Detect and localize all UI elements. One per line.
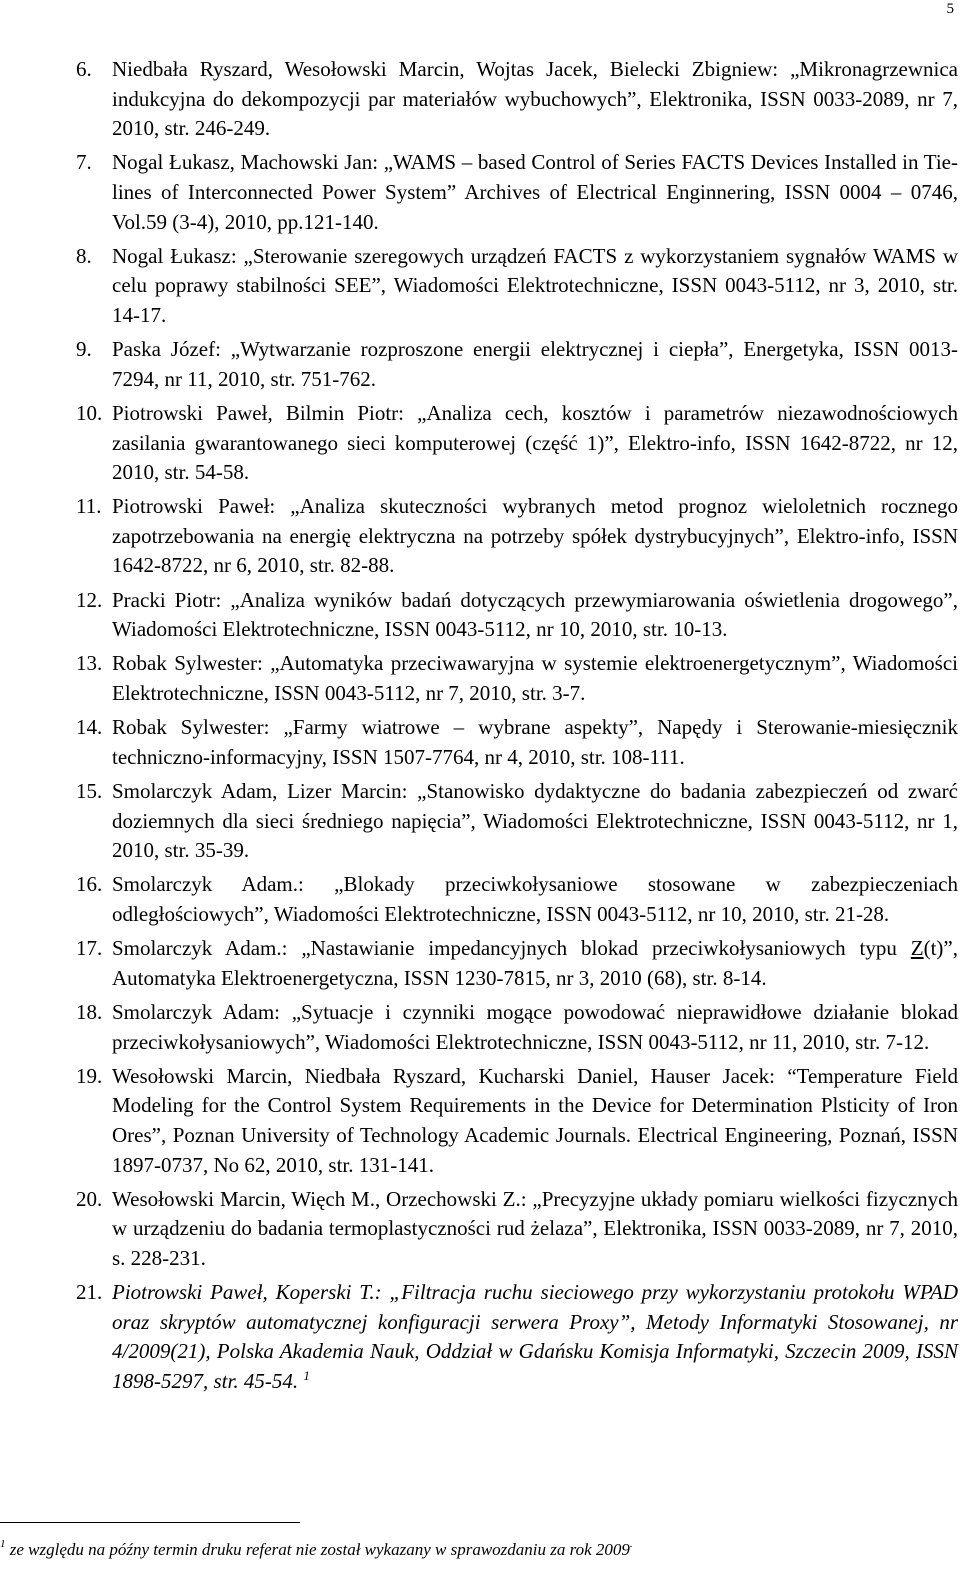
- reference-text: Paska Józef: „Wytwarzanie rozproszone energii elektrycznej i ciepła”, Energetyka, ISSN 0013-7294, nr 11, 2010, str. 751-762.: [112, 337, 958, 391]
- reference-number: 8.: [76, 243, 92, 268]
- reference-item: [76, 649, 958, 708]
- reference-item: [76, 998, 958, 1057]
- reference-item: [76, 1185, 958, 1274]
- reference-item: [76, 55, 958, 144]
- footnote-mark: 1: [303, 1367, 310, 1383]
- reference-text: Smolarczyk Adam: „Sytuacje i czynniki mogące powodować nieprawidłowe działanie blokad przeciwkołysaniowych”, Wiadomości Elektrotechniczne, ISSN 0043-5112, nr 11, 2010, str. 7-12.: [112, 999, 958, 1054]
- reference-text: Robak Sylwester: „Automatyka przeciwawaryjna w systemie elektroenergetycznym”, Wiadomości Elektrotechniczne, ISSN 0043-5112, nr 7, 2010, str. 3-7.: [112, 651, 958, 706]
- reference-item: [76, 713, 958, 772]
- reference-text-after: (t)”, Automatyka Elektroenergetyczna, ISSN 1230-7815, nr 3, 2010 (68), str. 8-14.: [112, 936, 958, 990]
- reference-item: [76, 492, 958, 581]
- reference-number: 7.: [76, 150, 92, 175]
- reference-number: 17.: [76, 936, 103, 961]
- reference-item: [76, 148, 958, 237]
- footnote-mark: 1: [0, 1538, 6, 1550]
- reference-item: [76, 870, 958, 929]
- reference-text: Piotrowski Paweł, Koperski T.: „Filtracja ruchu sieciowego przy wykorzystaniu protokołu WPAD oraz skryptów automatycznej konfiguracji serwera Proxy”, Metody Informatyki Stosowanej, nr 4/2009(21), Polska Akademia Nauk, Oddział w Gdańsku Komisja Informatyki, Szczecin 2009, ISSN 1898-5297, str. 45-54.: [112, 1280, 958, 1393]
- reference-item: [76, 399, 958, 488]
- reference-text: Piotrowski Paweł, Bilmin Piotr: „Analiza cech, kosztów i parametrów niezawodnościowych zasilania gwarantowanego sieci komputerowej (część 1)”, Elektro-info, ISSN 1642-8722, nr 12, 2010, str. 54-58.: [112, 400, 958, 485]
- reference-item: [76, 934, 958, 993]
- reference-item: [76, 777, 958, 866]
- reference-item: [76, 586, 958, 645]
- footnote-rule: [0, 1522, 300, 1523]
- reference-number: 10.: [76, 400, 103, 425]
- reference-number: 14.: [76, 715, 103, 740]
- reference-number: 12.: [76, 587, 103, 612]
- reference-text: Wesołowski Marcin, Więch M., Orzechowski Z.: „Precyzyjne układy pomiaru wielkości fizycznych w urządzeniu do badania termoplastyczności rud żelaza”, Elektronika, ISSN 0033-2089, nr 7, 2010, s. 228-231.: [112, 1186, 958, 1270]
- reference-number: 21.: [76, 1280, 103, 1305]
- reference-number: 13.: [76, 651, 103, 676]
- reference-text: Smolarczyk Adam, Lizer Marcin: „Stanowisko dydaktyczne do badania zabezpieczeń od zwarć doziemnych dla sieci średniego napięcia”, Wiadomości Elektrotechniczne, ISSN 0043-5112, nr 1, 2010, str. 35-39.: [112, 779, 958, 863]
- reference-text-underlined: Z: [910, 936, 924, 961]
- footnote-text: ze względu na późny termin druku referat nie został wykazany w sprawozdaniu za rok 2009: [9, 1540, 630, 1559]
- reference-text-before: Smolarczyk Adam.: „Nastawianie impedancyjnych blokad przeciwkołysaniowych typu: [112, 936, 911, 961]
- reference-text: Robak Sylwester: „Farmy wiatrowe – wybrane aspekty”, Napędy i Sterowanie-miesięcznik techniczno-informacyjny, ISSN 1507-7764, nr 4, 2010, str. 108-111.: [112, 715, 958, 769]
- reference-item: [76, 1278, 958, 1396]
- reference-text: Nogal Łukasz, Machowski Jan: „WAMS – based Control of Series FACTS Devices Installed in Tie-lines of Interconnected Power System” Archives of Electrical Enginnering, ISSN 0004 – 0746, Vol.59 (3-4), 2010, pp.121-140.: [112, 150, 958, 234]
- reference-number: 9.: [76, 337, 92, 362]
- reference-text: Smolarczyk Adam.: „Blokady przeciwkołysaniowe stosowane w zabezpieczeniach odległościowych”, Wiadomości Elektrotechniczne, ISSN 0043-5112, nr 10, 2010, str. 21-28.: [112, 872, 958, 926]
- page-number: 5: [946, 1, 954, 17]
- reference-number: 15.: [76, 779, 103, 803]
- reference-text: Piotrowski Paweł: „Analiza skuteczności wybranych metod prognoz wieloletnich rocznego zapotrzebowania na energię elektryczna na potrzeby spółek dystrybucyjnych”, Elektro-info, ISSN 1642-8722, nr 6, 2010, str. 82-88.: [112, 494, 958, 578]
- footnote: [0, 1540, 940, 1560]
- reference-number: 11.: [76, 494, 102, 519]
- reference-number: 16.: [76, 872, 103, 897]
- reference-item: [76, 335, 958, 394]
- footnote-trailing-dot: .: [629, 1538, 633, 1550]
- reference-text: Niedbała Ryszard, Wesołowski Marcin, Wojtas Jacek, Bielecki Zbigniew: „Mikronagrzewnica indukcyjna do dekompozycji par materiałów wybuchowych”, Elektronika, ISSN 0033-2089, nr 7, 2010, str. 246-249.: [112, 57, 958, 141]
- reference-list: [76, 55, 958, 1401]
- reference-text: Nogal Łukasz: „Sterowanie szeregowych urządzeń FACTS z wykorzystaniem sygnałów WAMS w celu poprawy stabilności SEE”, Wiadomości Elektrotechniczne, ISSN 0043-5112, nr 3, 2010, str. 14-17.: [112, 243, 958, 327]
- reference-text: Pracki Piotr: „Analiza wyników badań dotyczących przewymiarowania oświetlenia drogowego”, Wiadomości Elektrotechniczne, ISSN 0043-5112, nr 10, 2010, str. 10-13.: [112, 587, 958, 642]
- reference-item: [76, 1062, 958, 1180]
- reference-number: 6.: [76, 57, 92, 81]
- reference-number: 20.: [76, 1186, 103, 1211]
- reference-number: 19.: [76, 1063, 103, 1088]
- reference-item: [76, 242, 958, 331]
- reference-text: Wesołowski Marcin, Niedbała Ryszard, Kucharski Daniel, Hauser Jacek: “Temperature Field Modeling for the Control System Requirements in the Device for Determination Plsticity of Iron Ores”, Poznan University of Technology Academic Journals. Electrical Engineering, Poznań, ISSN 1897-0737, No 62, 2010, str. 131-141.: [112, 1063, 958, 1177]
- reference-number: 18.: [76, 999, 103, 1024]
